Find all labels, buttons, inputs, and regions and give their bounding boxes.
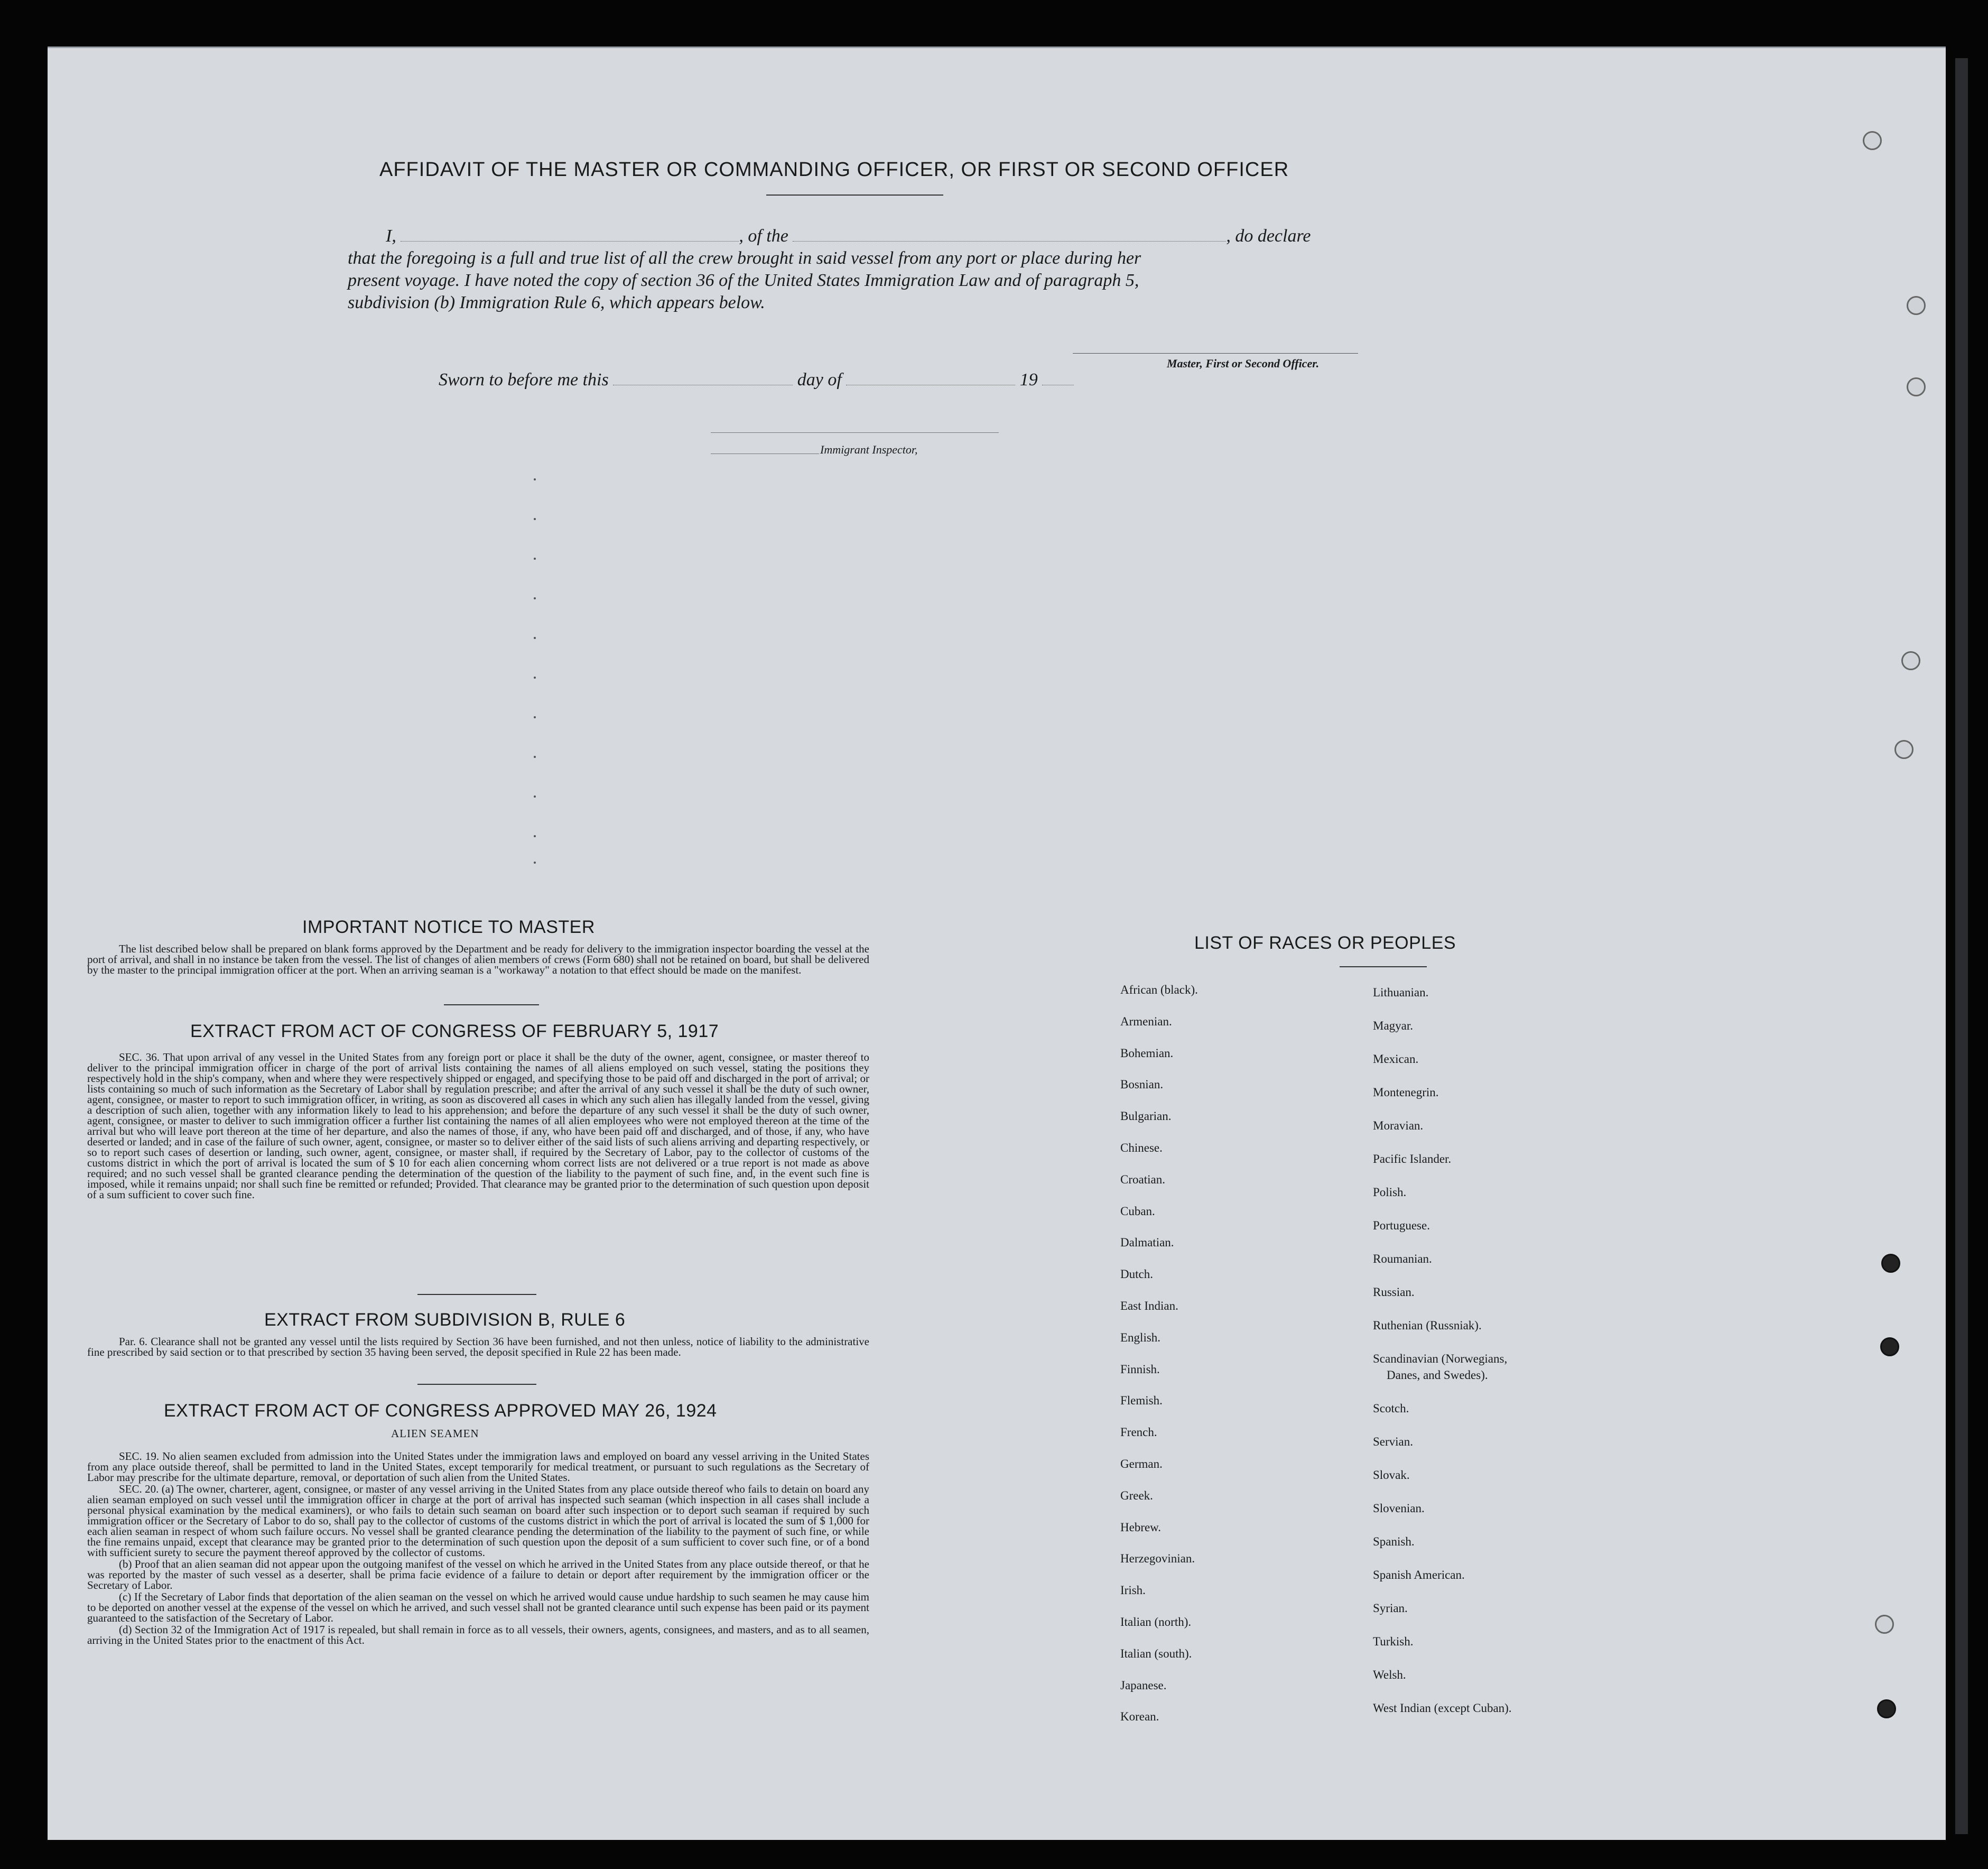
race-item: Italian (south). [1120, 1646, 1192, 1660]
sworn-day-of: day of [797, 370, 842, 390]
race-item: Chinese. [1120, 1141, 1163, 1154]
section-divider [417, 1384, 536, 1385]
binder-hole [1875, 1615, 1894, 1634]
dot-mark [534, 597, 536, 599]
race-item: Japanese. [1120, 1678, 1167, 1692]
affidavit-line-2: that the foregoing is a full and true list of all the crew brought in said vessel from any port or place during her [348, 248, 1141, 268]
master-signature-label: Master, First or Second Officer. [1167, 357, 1320, 370]
race-item: Finnish. [1120, 1362, 1160, 1376]
race-item: Cuban. [1120, 1204, 1155, 1218]
heading-divider [766, 195, 943, 196]
race-item: Ruthenian (Russniak). [1373, 1319, 1482, 1332]
inspector-label: Immigrant Inspector, [820, 443, 918, 456]
notice-text: The list described below shall be prepared on blank forms approved by the Department and be ready for delivery to the immigration inspector boarding the vessel at the port of arrival, and shall in no instance be taken from the vessel. The list of changes of alien members of crews (Form 680) shall not be retained on board, but shall be delivered by the master to the principal immigration officer at the port. When an arriving seaman is a "workaway" a notation to that effect should be made on the manifest. [87, 942, 869, 976]
race-item: Magyar. [1373, 1019, 1414, 1032]
extract-1924-text [87, 1451, 869, 1646]
race-item: Welsh. [1373, 1668, 1406, 1681]
notice-heading: IMPORTANT NOTICE TO MASTER [302, 917, 595, 937]
sworn-year: 19 [1019, 370, 1038, 390]
extract-rule6-heading: EXTRACT FROM SUBDIVISION B, RULE 6 [264, 1310, 626, 1330]
race-item: Irish. [1120, 1584, 1146, 1597]
binder-hole [1907, 377, 1926, 396]
affidavit-i: I, [386, 226, 396, 246]
extract-1924-subheading: ALIEN SEAMEN [391, 1427, 479, 1440]
binder-hole [1881, 1254, 1900, 1273]
extract-1917-heading: EXTRACT FROM ACT OF CONGRESS OF FEBRUARY 5, 1917 [190, 1021, 719, 1041]
race-item: Hebrew. [1120, 1520, 1162, 1534]
page-edge [1955, 58, 1968, 1834]
race-item: Spanish. [1373, 1535, 1415, 1548]
race-item: Croatian. [1120, 1172, 1165, 1186]
binder-hole [1901, 651, 1920, 670]
affidavit-heading: AFFIDAVIT OF THE MASTER OR COMMANDING OFFICER, OR FIRST OR SECOND OFFICER [379, 159, 1289, 181]
race-item: Moravian. [1373, 1119, 1424, 1132]
race-item: Flemish. [1120, 1394, 1163, 1408]
race-item: Dalmatian. [1120, 1236, 1174, 1250]
race-item: Spanish American. [1373, 1568, 1465, 1581]
race-item: Herzegovinian. [1120, 1552, 1195, 1566]
master-signature-line [1073, 353, 1358, 354]
affidavit-line-4: subdivision (b) Immigration Rule 6, which appears below. [348, 293, 765, 312]
race-item: Pacific Islander. [1373, 1152, 1452, 1165]
race-item: Danes, and Swedes). [1387, 1368, 1488, 1382]
race-item: Scandinavian (Norwegians, [1373, 1352, 1508, 1365]
race-item: English. [1120, 1330, 1161, 1344]
race-item: West Indian (except Cuban). [1373, 1701, 1512, 1715]
affidavit-line-1 [386, 226, 1311, 246]
extract-1917-text: SEC. 36. That upon arrival of any vessel in the United States from any foreign port or place it shall be the duty of the owner, agent, consignee, or master thereof to deliver to the principal immigration officer in charge of the port of arrival lists containing the names of all aliens employed on such vessel, stating the positions they respectively hold in the ship's company, when and where they were respectively shipped or engaged, and specifying those to be paid off and discharged in the port of arrival; or lists containing so much of such information as the Secretary of Labor shall by regulation prescribe; and after the arrival of any such vessel it shall be the duty of such owner, agent, consignee, or master to report to such immigration officer, in writing, as soon as discovered all cases in which any such alien has illegally landed from the vessel, giving a description of such alien, together with any information likely to lead to his apprehension; and before the departure of any such vessel it shall be the duty of such owner, agent, consignee, or master to deliver to such immigration officer a further list containing the names of all alien employees who were not employed thereon at the time of the arrival but who will leave port thereon at the time of her departure, and also the names of those, if any, who have been paid off and discharged, and of those, if any, who have deserted or landed; and in case of the failure of such owner, agent, consignee, or master so to deliver either of the said lists of such aliens arriving and departing respectively, or so to report such cases of desertion or landing, such owner, agent, consignee, or master shall, if required by the Secretary of Labor, pay to the collector of customs of the customs district in which the port of arrival is located the sum of $ 10 for each alien concerning whom correct lists are not delivered or a true report is not made as above required; and no such vessel shall be granted clearance pending the determination of the question of the liability to the payment of such fine, and, in the event such fine is imposed, while it remains unpaid; nor shall such fine be remitted or refunded; Provided. That clearance may be granted prior to the determination of such question upon deposit of a sum sufficient to cover such fine. [87, 1051, 869, 1201]
race-item: Bulgarian. [1120, 1109, 1172, 1123]
dot-mark [534, 637, 536, 639]
dot-mark [534, 756, 536, 758]
race-item: Korean. [1120, 1710, 1159, 1724]
binder-hole [1907, 296, 1926, 315]
race-item: German. [1120, 1457, 1163, 1470]
sworn-prefix: Sworn to before me this [439, 370, 609, 390]
race-item: Turkish. [1373, 1635, 1414, 1648]
affidavit-of-the: , of the [739, 226, 788, 246]
extract-1924-sec20a: SEC. 20. (a) The owner, charterer, agent, consignee, or master of any vessel arriving in the United States from any place outside thereof who fails to detain on board any alien seaman employed on such vessel until the immigration officer in charge at the port of arrival has inspected such seaman (which inspection in all cases shall include a personal physical examination by the medical examiners), or who fails to detain such seaman on board after such inspection or to deport such seaman if required by such immigration officer or the Secretary of Labor to do so, shall pay to the collector of customs of the customs district in which the port of arrival is located the sum of $ 1,000 for each alien seaman in respect of whom such failure occurs. No vessel shall be granted clearance pending the determination of the liability to the payment of such fine, or while the fine remains unpaid, except that clearance may be granted prior to the determination of such question upon the deposit of a sum sufficient to cover such fine, or of a bond with sufficient surety to secure the payment thereof approved by the collector of customs. [87, 1483, 869, 1559]
binder-hole [1880, 1337, 1899, 1356]
extract-1924-sec19: SEC. 19. No alien seamen excluded from admission into the United States under the immigration laws and employed on board any vessel arriving in the United States from any place outside thereof, shall be permitted to land in the United States, except temporarily for medical treatment, or pursuant to such regulations as the Secretary of Labor may prescribe for the ultimate departure, removal, or deportation of such alien from the United States. [87, 1450, 869, 1484]
race-item: African (black). [1120, 983, 1198, 996]
dot-mark [534, 677, 536, 679]
dot-mark [534, 862, 536, 864]
race-item: Montenegrin. [1373, 1086, 1439, 1099]
races-divider [1340, 966, 1427, 967]
dot-mark [534, 558, 536, 560]
section-divider [417, 1294, 536, 1295]
vessel-blank [793, 241, 1226, 242]
races-right-column [1373, 986, 1512, 1735]
races-heading: LIST OF RACES OR PEOPLES [1194, 933, 1456, 953]
extract-1924-heading: EXTRACT FROM ACT OF CONGRESS APPROVED MAY 26, 1924 [164, 1401, 717, 1421]
race-item: Bosnian. [1120, 1078, 1164, 1091]
race-item: Armenian. [1120, 1014, 1172, 1028]
extract-1924-sec20b: (b) Proof that an alien seaman did not appear upon the outgoing manifest of the vessel on which he arrived in the United States from any place outside thereof, or that he was reported by the master of such vessel as a deserter, shall be prima facie evidence of a failure to detain or deport after requirement by the immigration officer or the Secretary of Labor. [87, 1558, 869, 1592]
race-item: Slovenian. [1373, 1502, 1425, 1515]
race-item: French. [1120, 1426, 1157, 1439]
dot-mark [534, 518, 536, 520]
binder-hole [1894, 740, 1913, 759]
section-divider [444, 1004, 539, 1005]
race-item: Lithuanian. [1373, 986, 1429, 999]
extract-1924-sec20d: (d) Section 32 of the Immigration Act of 1917 is repealed, but shall remain in force as to all vessels, their owners, agents, consignees, and masters, and as to all seamen, arriving in the United States prior to the enactment of this Act. [87, 1623, 869, 1646]
race-item: Portuguese. [1373, 1219, 1430, 1232]
sworn-line [439, 370, 1074, 390]
extract-1924-sec20c: (c) If the Secretary of Labor finds that deportation of the alien seaman on the vessel on which he arrived would cause undue hardship to such seamen he may cause him to be deported on another vessel at the expense of the vessel on which he arrived, and such vessel shall not be granted clearance until such expense has been paid or its payment guaranteed to the satisfaction of the Secretary of Labor. [87, 1590, 869, 1624]
dot-mark [534, 835, 536, 837]
race-item: Syrian. [1373, 1602, 1408, 1615]
race-item: Dutch. [1120, 1267, 1153, 1281]
race-item: Italian (north). [1120, 1615, 1192, 1629]
dot-mark [534, 716, 536, 718]
race-item: Scotch. [1373, 1402, 1409, 1415]
binder-hole [1863, 131, 1882, 150]
race-item: Slovak. [1373, 1468, 1410, 1482]
race-item: Russian. [1373, 1285, 1415, 1299]
extract-rule6-text: Par. 6. Clearance shall not be granted any vessel until the lists required by Section 36 have been furnished, and not then unless, notice of liability to the administrative fine prescribed by said section or to that prescribed by section 35 having been served, the deposit specified in Rule 22 has been made. [87, 1335, 869, 1358]
affidavit-declare: , do declare [1226, 226, 1311, 246]
binder-hole [1877, 1699, 1896, 1718]
dot-mark [534, 478, 536, 480]
inspector-upper-line [711, 432, 999, 433]
name-blank [401, 241, 739, 242]
race-item: Roumanian. [1373, 1252, 1432, 1265]
race-item: Mexican. [1373, 1052, 1419, 1066]
dot-mark [534, 795, 536, 798]
race-item: Greek. [1120, 1488, 1153, 1502]
races-left-column [1120, 983, 1198, 1742]
race-item: Polish. [1373, 1186, 1407, 1199]
affidavit-line-3: present voyage. I have noted the copy of section 36 of the United States Immigration Law and of paragraph 5, [348, 271, 1139, 290]
race-item: East Indian. [1120, 1299, 1178, 1312]
race-item: Servian. [1373, 1435, 1414, 1448]
race-item: Bohemian. [1120, 1046, 1174, 1060]
